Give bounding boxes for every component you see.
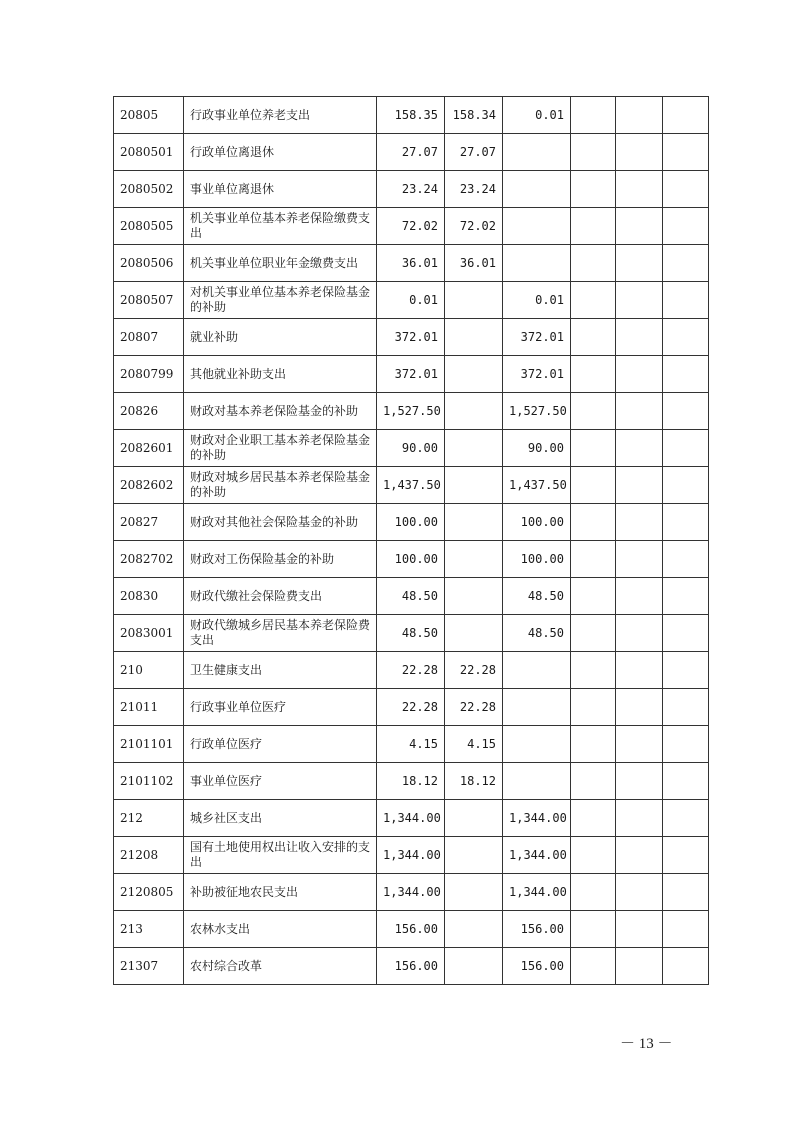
cell-empty xyxy=(663,689,709,726)
cell-basic: 4.15 xyxy=(445,726,503,763)
cell-empty xyxy=(663,467,709,504)
cell-code: 213 xyxy=(114,911,184,948)
cell-project: 372.01 xyxy=(503,356,571,393)
cell-total: 156.00 xyxy=(377,911,445,948)
cell-empty xyxy=(616,763,663,800)
cell-empty xyxy=(616,467,663,504)
cell-empty xyxy=(571,541,616,578)
cell-empty xyxy=(663,282,709,319)
cell-empty xyxy=(616,800,663,837)
cell-empty xyxy=(616,97,663,134)
cell-project: 48.50 xyxy=(503,578,571,615)
cell-empty xyxy=(616,726,663,763)
cell-empty xyxy=(663,171,709,208)
cell-code: 2082602 xyxy=(114,467,184,504)
table-row xyxy=(114,652,709,689)
cell-code: 2083001 xyxy=(114,615,184,652)
cell-empty xyxy=(616,171,663,208)
cell-project: 0.01 xyxy=(503,97,571,134)
cell-name: 财政对城乡居民基本养老保险基金的补助 xyxy=(184,467,377,504)
cell-empty xyxy=(663,652,709,689)
table-row xyxy=(114,245,709,282)
cell-name: 行政单位离退休 xyxy=(184,134,377,171)
cell-code: 2082702 xyxy=(114,541,184,578)
cell-empty xyxy=(571,319,616,356)
cell-empty xyxy=(616,911,663,948)
cell-empty xyxy=(571,578,616,615)
cell-name: 其他就业补助支出 xyxy=(184,356,377,393)
cell-empty xyxy=(663,245,709,282)
cell-empty xyxy=(616,319,663,356)
cell-empty xyxy=(571,911,616,948)
cell-empty xyxy=(571,726,616,763)
budget-expenditure-table xyxy=(113,96,709,985)
cell-basic xyxy=(445,467,503,504)
table-row xyxy=(114,208,709,245)
cell-project: 0.01 xyxy=(503,282,571,319)
cell-code: 20827 xyxy=(114,504,184,541)
cell-empty xyxy=(616,874,663,911)
cell-code: 21208 xyxy=(114,837,184,874)
cell-total: 0.01 xyxy=(377,282,445,319)
cell-total: 156.00 xyxy=(377,948,445,985)
cell-empty xyxy=(571,467,616,504)
cell-name: 农林水支出 xyxy=(184,911,377,948)
cell-name: 补助被征地农民支出 xyxy=(184,874,377,911)
cell-empty xyxy=(571,208,616,245)
cell-total: 22.28 xyxy=(377,652,445,689)
cell-project: 48.50 xyxy=(503,615,571,652)
cell-empty xyxy=(571,874,616,911)
cell-code: 2080502 xyxy=(114,171,184,208)
cell-empty xyxy=(663,319,709,356)
cell-project xyxy=(503,763,571,800)
cell-code: 2101101 xyxy=(114,726,184,763)
table-row xyxy=(114,763,709,800)
cell-empty xyxy=(616,208,663,245)
cell-empty xyxy=(663,541,709,578)
cell-empty xyxy=(616,652,663,689)
cell-empty xyxy=(663,911,709,948)
table-row xyxy=(114,578,709,615)
cell-project xyxy=(503,134,571,171)
table-row xyxy=(114,393,709,430)
cell-empty xyxy=(616,282,663,319)
cell-code: 2080507 xyxy=(114,282,184,319)
cell-empty xyxy=(663,837,709,874)
cell-empty xyxy=(616,948,663,985)
cell-empty xyxy=(663,134,709,171)
cell-empty xyxy=(571,356,616,393)
cell-project: 156.00 xyxy=(503,911,571,948)
cell-project xyxy=(503,726,571,763)
table-row xyxy=(114,837,709,874)
cell-name: 行政事业单位养老支出 xyxy=(184,97,377,134)
cell-basic xyxy=(445,948,503,985)
cell-name: 机关事业单位职业年金缴费支出 xyxy=(184,245,377,282)
cell-total: 27.07 xyxy=(377,134,445,171)
cell-code: 212 xyxy=(114,800,184,837)
cell-empty xyxy=(663,504,709,541)
cell-empty xyxy=(663,393,709,430)
cell-project: 372.01 xyxy=(503,319,571,356)
cell-project xyxy=(503,208,571,245)
cell-empty xyxy=(663,615,709,652)
cell-code: 210 xyxy=(114,652,184,689)
cell-code: 20805 xyxy=(114,97,184,134)
cell-project xyxy=(503,652,571,689)
cell-empty xyxy=(663,726,709,763)
cell-basic xyxy=(445,541,503,578)
cell-total: 372.01 xyxy=(377,356,445,393)
cell-total: 1,437.50 xyxy=(377,467,445,504)
cell-name: 财政对基本养老保险基金的补助 xyxy=(184,393,377,430)
cell-basic xyxy=(445,282,503,319)
cell-name: 农村综合改革 xyxy=(184,948,377,985)
cell-basic xyxy=(445,393,503,430)
cell-empty xyxy=(571,134,616,171)
cell-project: 1,437.50 xyxy=(503,467,571,504)
cell-project xyxy=(503,171,571,208)
cell-empty xyxy=(663,763,709,800)
cell-empty xyxy=(571,393,616,430)
cell-basic xyxy=(445,874,503,911)
cell-empty xyxy=(663,800,709,837)
cell-empty xyxy=(616,393,663,430)
cell-basic xyxy=(445,430,503,467)
cell-total: 1,344.00 xyxy=(377,837,445,874)
table-row xyxy=(114,134,709,171)
cell-basic: 36.01 xyxy=(445,245,503,282)
cell-total: 1,344.00 xyxy=(377,800,445,837)
cell-empty xyxy=(571,837,616,874)
cell-project: 90.00 xyxy=(503,430,571,467)
cell-empty xyxy=(616,837,663,874)
cell-name: 财政代缴社会保险费支出 xyxy=(184,578,377,615)
cell-empty xyxy=(571,430,616,467)
table-row xyxy=(114,430,709,467)
cell-project: 100.00 xyxy=(503,504,571,541)
cell-empty xyxy=(616,134,663,171)
cell-total: 158.35 xyxy=(377,97,445,134)
cell-total: 18.12 xyxy=(377,763,445,800)
table-row xyxy=(114,282,709,319)
cell-name: 行政事业单位医疗 xyxy=(184,689,377,726)
cell-name: 行政单位医疗 xyxy=(184,726,377,763)
cell-empty xyxy=(663,578,709,615)
cell-code: 20807 xyxy=(114,319,184,356)
cell-basic: 18.12 xyxy=(445,763,503,800)
cell-empty xyxy=(616,615,663,652)
cell-empty xyxy=(571,97,616,134)
cell-empty xyxy=(571,800,616,837)
cell-empty xyxy=(571,763,616,800)
cell-name: 财政对企业职工基本养老保险基金的补助 xyxy=(184,430,377,467)
cell-total: 1,527.50 xyxy=(377,393,445,430)
cell-total: 90.00 xyxy=(377,430,445,467)
cell-empty xyxy=(571,689,616,726)
cell-empty xyxy=(663,208,709,245)
cell-basic: 22.28 xyxy=(445,652,503,689)
table-row xyxy=(114,319,709,356)
cell-basic xyxy=(445,615,503,652)
cell-total: 4.15 xyxy=(377,726,445,763)
cell-empty xyxy=(571,615,616,652)
cell-total: 1,344.00 xyxy=(377,874,445,911)
cell-project: 156.00 xyxy=(503,948,571,985)
cell-basic xyxy=(445,837,503,874)
table-row xyxy=(114,356,709,393)
cell-total: 372.01 xyxy=(377,319,445,356)
cell-code: 2080501 xyxy=(114,134,184,171)
cell-name: 财政对工伤保险基金的补助 xyxy=(184,541,377,578)
cell-basic xyxy=(445,800,503,837)
cell-empty xyxy=(616,504,663,541)
table-row xyxy=(114,800,709,837)
cell-name: 卫生健康支出 xyxy=(184,652,377,689)
cell-name: 财政代缴城乡居民基本养老保险费支出 xyxy=(184,615,377,652)
cell-name: 国有土地使用权出让收入安排的支出 xyxy=(184,837,377,874)
cell-project: 1,344.00 xyxy=(503,800,571,837)
table-row xyxy=(114,615,709,652)
cell-code: 2080505 xyxy=(114,208,184,245)
cell-code: 21307 xyxy=(114,948,184,985)
cell-empty xyxy=(571,948,616,985)
cell-total: 48.50 xyxy=(377,615,445,652)
cell-empty xyxy=(571,282,616,319)
cell-basic xyxy=(445,504,503,541)
cell-basic: 23.24 xyxy=(445,171,503,208)
cell-basic: 27.07 xyxy=(445,134,503,171)
table-row xyxy=(114,97,709,134)
table-row xyxy=(114,911,709,948)
cell-name: 对机关事业单位基本养老保险基金的补助 xyxy=(184,282,377,319)
cell-code: 2101102 xyxy=(114,763,184,800)
cell-basic xyxy=(445,356,503,393)
table-row xyxy=(114,171,709,208)
cell-project xyxy=(503,689,571,726)
cell-empty xyxy=(616,356,663,393)
cell-empty xyxy=(571,171,616,208)
cell-basic xyxy=(445,319,503,356)
table-body xyxy=(114,97,709,985)
table-row xyxy=(114,726,709,763)
cell-total: 100.00 xyxy=(377,504,445,541)
table-row xyxy=(114,504,709,541)
cell-empty xyxy=(663,948,709,985)
cell-code: 2080506 xyxy=(114,245,184,282)
cell-basic: 22.28 xyxy=(445,689,503,726)
cell-empty xyxy=(616,430,663,467)
cell-code: 2080799 xyxy=(114,356,184,393)
cell-empty xyxy=(571,245,616,282)
cell-basic xyxy=(445,911,503,948)
cell-basic: 158.34 xyxy=(445,97,503,134)
cell-empty xyxy=(571,504,616,541)
cell-basic xyxy=(445,578,503,615)
table-row xyxy=(114,541,709,578)
cell-name: 财政对其他社会保险基金的补助 xyxy=(184,504,377,541)
cell-basic: 72.02 xyxy=(445,208,503,245)
cell-total: 22.28 xyxy=(377,689,445,726)
cell-name: 城乡社区支出 xyxy=(184,800,377,837)
cell-empty xyxy=(663,97,709,134)
cell-total: 100.00 xyxy=(377,541,445,578)
cell-code: 20826 xyxy=(114,393,184,430)
cell-empty xyxy=(616,578,663,615)
cell-total: 48.50 xyxy=(377,578,445,615)
table-row xyxy=(114,948,709,985)
cell-name: 就业补助 xyxy=(184,319,377,356)
cell-empty xyxy=(616,689,663,726)
cell-project xyxy=(503,245,571,282)
cell-project: 1,344.00 xyxy=(503,874,571,911)
table-row xyxy=(114,874,709,911)
cell-empty xyxy=(663,430,709,467)
cell-project: 1,527.50 xyxy=(503,393,571,430)
cell-name: 事业单位医疗 xyxy=(184,763,377,800)
cell-code: 2082601 xyxy=(114,430,184,467)
cell-empty xyxy=(663,356,709,393)
cell-total: 36.01 xyxy=(377,245,445,282)
cell-empty xyxy=(616,245,663,282)
cell-code: 21011 xyxy=(114,689,184,726)
cell-code: 2120805 xyxy=(114,874,184,911)
page-number: － 13 － xyxy=(620,1036,673,1052)
cell-code: 20830 xyxy=(114,578,184,615)
cell-total: 23.24 xyxy=(377,171,445,208)
cell-empty xyxy=(616,541,663,578)
cell-project: 1,344.00 xyxy=(503,837,571,874)
cell-name: 机关事业单位基本养老保险缴费支出 xyxy=(184,208,377,245)
cell-total: 72.02 xyxy=(377,208,445,245)
cell-project: 100.00 xyxy=(503,541,571,578)
cell-name: 事业单位离退休 xyxy=(184,171,377,208)
cell-empty xyxy=(663,874,709,911)
table-row xyxy=(114,467,709,504)
cell-empty xyxy=(571,652,616,689)
table-row xyxy=(114,689,709,726)
